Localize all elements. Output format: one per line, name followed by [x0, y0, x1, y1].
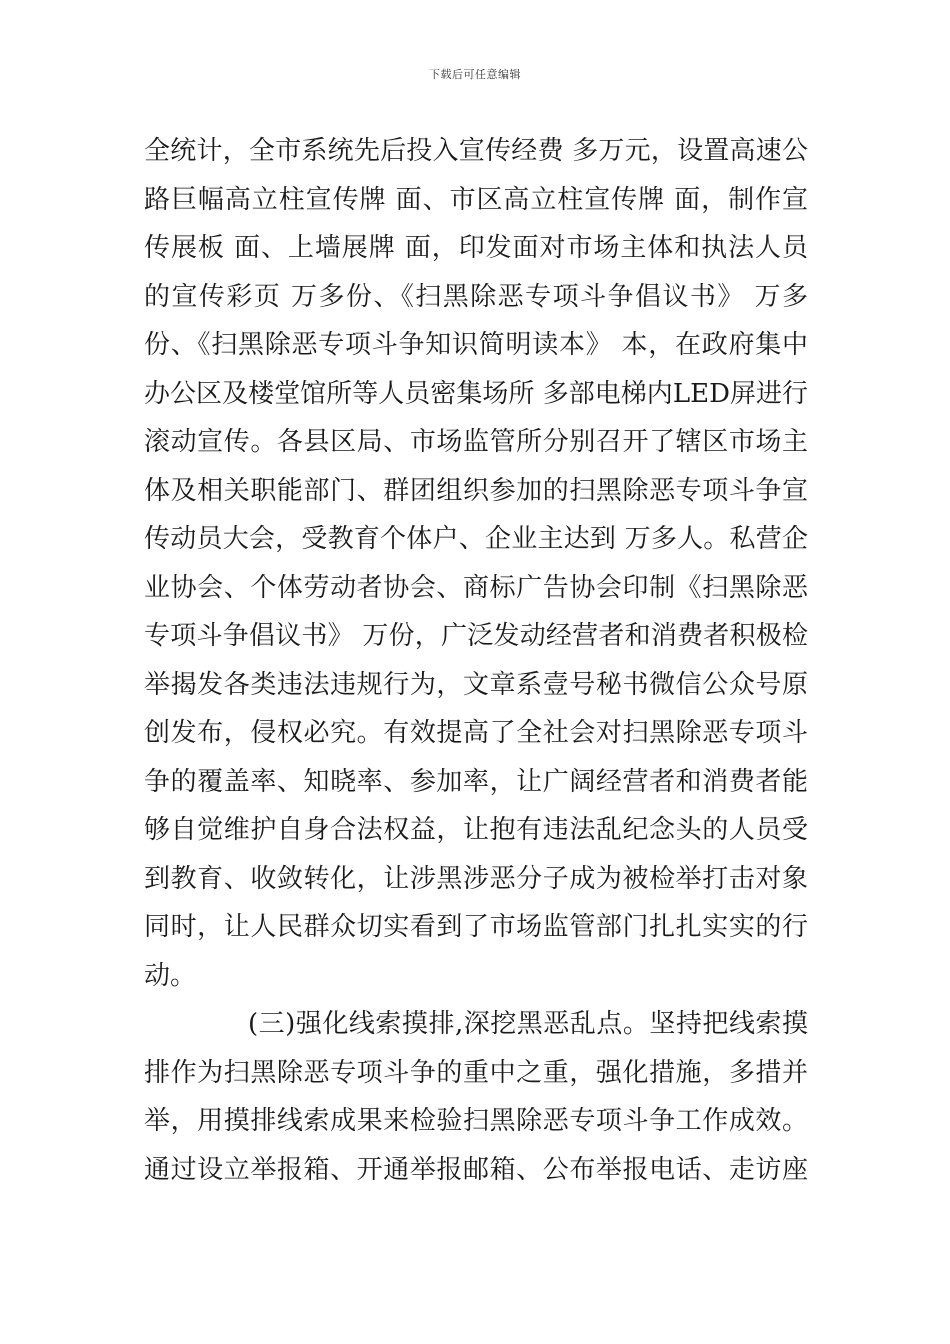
text-line: 创发布，侵权必究。有效提高了全社会对扫黑除恶专项斗	[144, 718, 808, 748]
text-line: 争的覆盖率、知晓率、参加率，让广阔经营者和消费者能	[144, 766, 808, 797]
text-line: 同时，让人民群众切实看到了市场监管部门扎扎实实的行	[144, 912, 808, 942]
text-line: 的宣传彩页 万多份、《扫黑除恶专项斗争倡议书》 万多	[144, 281, 808, 312]
text-line: 到教育、收敛转化，让涉黑涉恶分子成为被检举打击对象	[144, 863, 808, 894]
text-line: 专项斗争倡议书》 万份，广泛发动经营者和消费者积极检	[144, 621, 808, 651]
text-line: 办公区及楼堂馆所等人员密集场所 多部电梯内LED屏进行	[144, 378, 808, 409]
text-line: 举揭发各类违法违规行为，文章系壹号秘书微信公众号原	[144, 669, 808, 700]
page-header: 下载后可任意编辑	[429, 68, 521, 81]
text-line: 传动员大会，受教育个体户、企业主达到 万多人。私营企	[144, 524, 808, 554]
section-heading-line: (三)强化线索摸排,深挖黑恶乱点。坚持把线索摸	[248, 1009, 808, 1039]
text-line: 够自觉维护自身合法权益，让抱有违法乱纪念头的人员受	[144, 815, 808, 845]
text-line: 路巨幅高立柱宣传牌 面、市区高立柱宣传牌 面，制作宣	[144, 184, 808, 215]
text-line: 传展板 面、上墙展牌 面，印发面对市场主体和执法人员	[144, 233, 808, 263]
text-line: 通过设立举报箱、开通举报邮箱、公布举报电话、走访座	[144, 1154, 808, 1185]
text-line: 举，用摸排线索成果来检验扫黑除恶专项斗争工作成效。	[144, 1106, 808, 1136]
text-line: 体及相关职能部门、群团组织参加的扫黑除恶专项斗争宣	[144, 475, 808, 506]
body-text	[144, 127, 808, 1194]
text-line: 份、《扫黑除恶专项斗争知识简明读本》 本，在政府集中	[144, 330, 808, 360]
text-line: 排作为扫黑除恶专项斗争的重中之重，强化措施，多措并	[144, 1057, 808, 1088]
text-line: 动。	[144, 960, 197, 991]
text-line: 全统计，全市系统先后投入宣传经费 多万元，设置高速公	[144, 136, 808, 166]
text-line: 业协会、个体劳动者协会、商标广告协会印制《扫黑除恶	[144, 572, 808, 603]
text-line: 滚动宣传。各县区局、市场监管所分别召开了辖区市场主	[144, 427, 808, 457]
